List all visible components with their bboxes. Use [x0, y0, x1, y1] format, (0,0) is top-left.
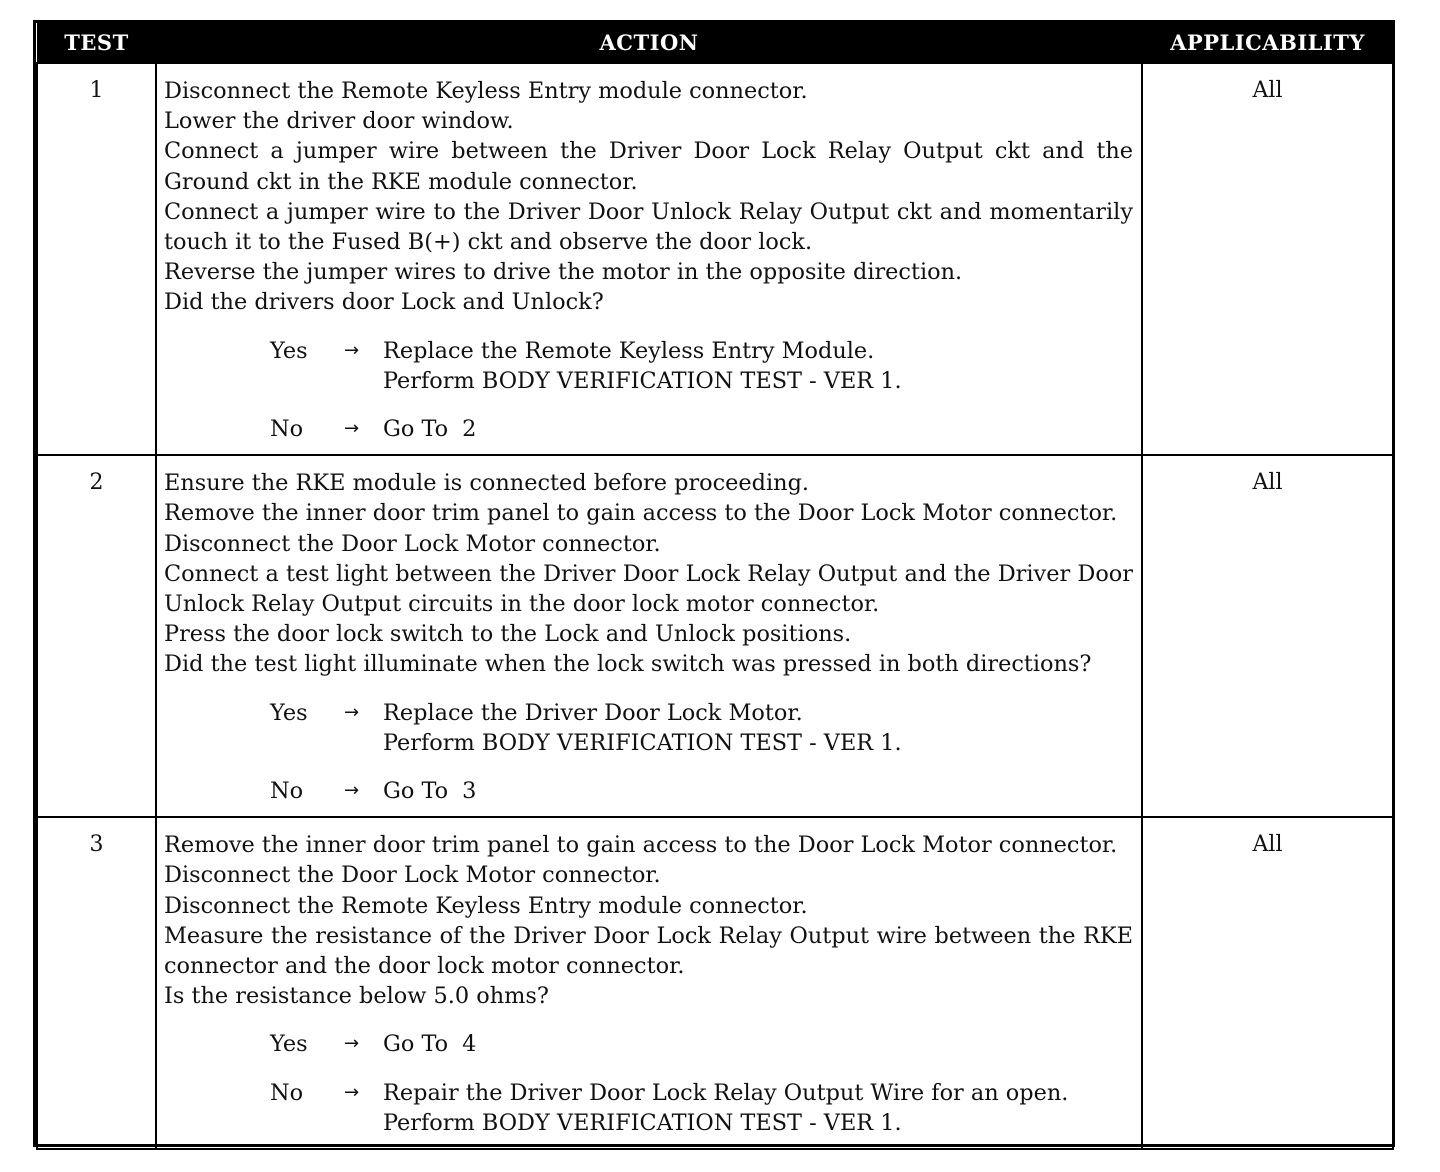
- action-cell: [156, 63, 1142, 455]
- result-line: Replace the Driver Door Lock Motor.: [383, 699, 803, 726]
- result-no: [270, 1078, 1133, 1138]
- result-text: [383, 776, 1133, 806]
- step-line: touch it to the Fused B(+) ckt and observe the door lock.: [164, 229, 813, 256]
- arrow-right-icon: →: [343, 701, 360, 723]
- step-line: Is the resistance below 5.0 ohms?: [164, 983, 549, 1010]
- step-line: Connect a jumper wire to the Driver Door Unlock Relay Output ckt and momentarily: [164, 198, 1133, 225]
- goto-test-link[interactable]: 4: [462, 1031, 477, 1058]
- result-yes: [270, 1029, 1133, 1059]
- goto-test-link[interactable]: 3: [462, 778, 477, 805]
- step-line: Did the drivers door Lock and Unlock?: [164, 289, 604, 316]
- result-no: [270, 414, 1133, 444]
- step-line: Connect a test light between the Driver Door Lock Relay Output and the Driver Door: [164, 560, 1133, 587]
- step-line: Unlock Relay Output circuits in the door lock motor connector.: [164, 591, 880, 618]
- test-row-3: [37, 817, 1393, 1149]
- result-label: Yes: [270, 1031, 308, 1058]
- arrow-right-icon: →: [343, 1033, 360, 1055]
- goto-label: Go To: [383, 416, 449, 443]
- step-line: Reverse the jumper wires to drive the motor in the opposite direction.: [164, 259, 963, 286]
- result-label: No: [270, 778, 304, 805]
- step-line: connector and the door lock motor connector.: [164, 953, 685, 980]
- goto-label: Go To: [383, 778, 449, 805]
- arrow-right-icon: →: [343, 418, 360, 440]
- result-no: [270, 776, 1133, 806]
- goto-test-link[interactable]: 2: [462, 416, 477, 443]
- test-row-2: [37, 455, 1393, 817]
- step-line: Measure the resistance of the Driver Door Lock Relay Output wire between the RKE: [164, 922, 1133, 949]
- header-applicability: APPLICABILITY: [1142, 23, 1393, 63]
- result-label: No: [270, 416, 304, 443]
- step-line: Connect a jumper wire between the Driver Door Lock Relay Output ckt and the: [164, 138, 1133, 165]
- arrow-right-icon: →: [343, 780, 360, 802]
- test-number: 2: [37, 455, 156, 817]
- result-yes: [270, 698, 1133, 758]
- step-line: Lower the driver door window.: [164, 108, 514, 135]
- result-text: [383, 414, 1133, 444]
- step-line: Disconnect the Door Lock Motor connector.: [164, 530, 661, 557]
- result-text: [383, 336, 1133, 396]
- diagnostic-table-frame: [33, 20, 1395, 1147]
- applicability-value: All: [1142, 817, 1393, 1149]
- header-test: TEST: [37, 23, 156, 63]
- result-text: [383, 698, 1133, 758]
- test-number: 1: [37, 63, 156, 455]
- applicability-value: All: [1142, 455, 1393, 817]
- diagnostic-test-table: [36, 23, 1394, 1150]
- arrow-right-icon: →: [343, 339, 360, 361]
- step-line: Disconnect the Door Lock Motor connector.: [164, 862, 661, 889]
- action-cell: [156, 455, 1142, 817]
- arrow-right-icon: →: [343, 1081, 360, 1103]
- step-line: Press the door lock switch to the Lock and Unlock positions.: [164, 621, 852, 648]
- header-action: ACTION: [156, 23, 1142, 63]
- step-line: Remove the inner door trim panel to gain access to the Door Lock Motor connector.: [164, 832, 1118, 859]
- test-row-1: [37, 63, 1393, 455]
- step-line: Disconnect the Remote Keyless Entry module connector.: [164, 78, 808, 104]
- result-label: Yes: [270, 337, 308, 364]
- result-line: Replace the Remote Keyless Entry Module.: [383, 337, 875, 364]
- step-line: Ensure the RKE module is connected before proceeding.: [164, 470, 810, 497]
- action-cell: [156, 817, 1142, 1149]
- applicability-value: All: [1142, 63, 1393, 455]
- result-label: No: [270, 1079, 304, 1106]
- result-text: [383, 1078, 1133, 1138]
- goto-label: Go To: [383, 1031, 449, 1058]
- result-line: Perform BODY VERIFICATION TEST - VER 1.: [383, 729, 902, 756]
- header-row: [37, 23, 1393, 63]
- result-line: Perform BODY VERIFICATION TEST - VER 1.: [383, 367, 902, 394]
- test-number: 3: [37, 817, 156, 1149]
- step-line: Disconnect the Remote Keyless Entry module connector.: [164, 892, 808, 919]
- result-yes: [270, 336, 1133, 396]
- result-line: Perform BODY VERIFICATION TEST - VER 1.: [383, 1109, 902, 1136]
- step-line: Ground ckt in the RKE module connector.: [164, 168, 638, 195]
- result-line: Repair the Driver Door Lock Relay Output Wire for an open.: [383, 1079, 1069, 1106]
- result-label: Yes: [270, 699, 308, 726]
- result-text: [383, 1029, 1133, 1059]
- step-line: Remove the inner door trim panel to gain access to the Door Lock Motor connector.: [164, 500, 1118, 527]
- step-line: Did the test light illuminate when the lock switch was pressed in both directions?: [164, 651, 1092, 678]
